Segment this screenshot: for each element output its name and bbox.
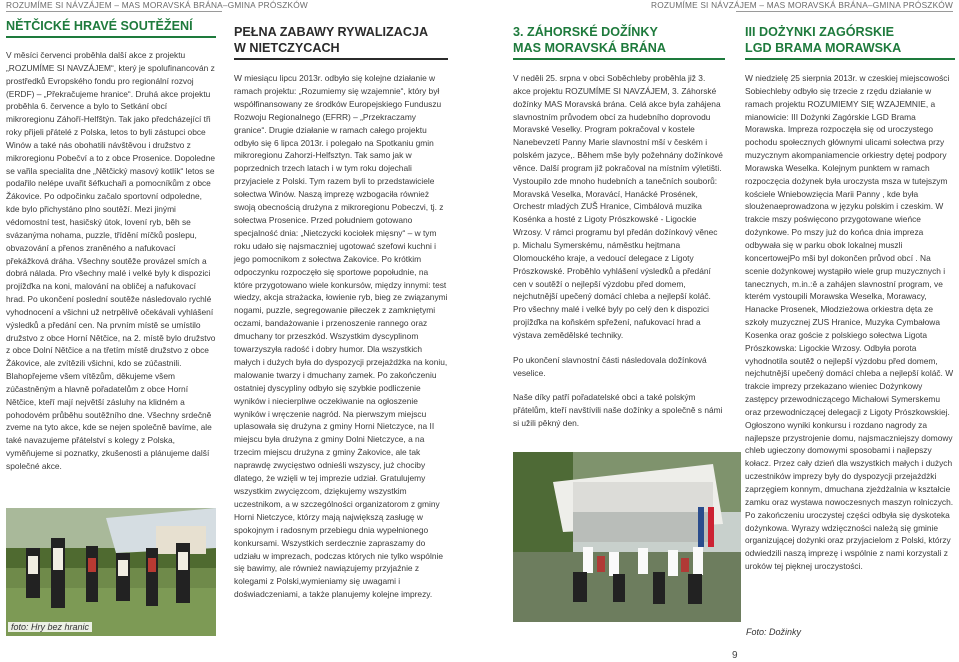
article-title [745, 24, 955, 60]
article-title [513, 24, 725, 60]
article-title-line-2: MAS MORAVSKÁ BRÁNA [513, 41, 666, 55]
article-body [6, 49, 216, 473]
header-rule-left [6, 11, 222, 12]
article-body [745, 72, 955, 573]
article-body [234, 72, 448, 601]
column-czech-nectice [6, 18, 216, 473]
article-title-line-2: LGD BRAMA MORAWSKA [745, 41, 902, 55]
article-title-line-2: W NIETCZYCACH [234, 41, 340, 55]
photo-harvest-festival [513, 452, 741, 622]
column-polish-nietczyce [234, 24, 448, 601]
running-header-left: ROZUMÍME SI NÁVZÁJEM – MAS MORAVSKÁ BRÁNA–GMINA PRÓSZKÓW [6, 0, 308, 10]
photo-games-without-borders [6, 508, 216, 636]
article-title [6, 18, 216, 38]
article-body [513, 72, 725, 430]
photo-caption: Foto: Dožinky [746, 627, 802, 637]
running-header-right: ROZUMÍME SI NÁVZÁJEM – MAS MORAVSKÁ BRÁNA–GMINA PRÓSZKÓW [651, 0, 953, 10]
article-title [234, 24, 448, 60]
article-paragraph: V neděli 25. srpna v obci Soběchleby proběhla již 3. akce projektu ROZUMÍME SI NAVZÁJEM, 3. Záhorské dožínky MAS Moravská brána. Celá akce byla zahájena slavnostním průvodem obcí za hudebního doprovodu Moravské Veselky. Program pokračoval v kostele Nanebevzetí Panny Marie slavnostní mší v českém i polském jazyce,. Během mše byly požehnány dožínkové věnce. Další program již pokračoval na místním výletišti. Vystoupilo zde mnoho hudebních a tanečních souborů: Moravská Veselka, Moravácí, Hanácké Prosének, Orchestr mladých ZUŠ Hranice, Cimbálová muzika Kosénka a hosté z Ligoty Prószkowské - Ligockie Wrzosy. V rámci programu byl předán dožínkový věnec p. Michalu Symerskému, náměstku hejtmana Olomouckého kraje, a vedoucí delegace z Ligoty Prószkowské. Proběhlo vyhlášení výsledků a předání cen v soutěží o nejlepší výzdobu před domem, nejchutnější upečený domácí chleba a nejlepší koláč. Pro všechny malé i velké byly po celý den k dispozici projížďka na koňském spřežení, nafukovací hrad a výstava zemědělské techniky. [513, 73, 723, 340]
article-paragraph: Naše díky patří pořadatelské obci a také polským přátelům, kteří navštívili naše dožínky a společně s námi si užili pěkný den. [513, 392, 723, 429]
header-rule-right [736, 11, 953, 12]
article-paragraph: Po ukončení slavnostní části následovala dožínková veselice. [513, 354, 707, 378]
article-title-line-1: PEŁNA ZABAWY RYWALIZACJA [234, 25, 429, 39]
column-polish-harvest [745, 24, 955, 573]
article-title-text: NĚTČICKÉ HRAVÉ SOUTĚŽENÍ [6, 19, 193, 33]
article-title-line-1: 3. ZÁHORSKÉ DOŽÍNKY [513, 25, 658, 39]
column-czech-harvest [513, 24, 725, 430]
article-paragraph: W miesiącu lipcu 2013r. odbyło się kolejne działanie w ramach projektu: „Rozumiemy się wzajemnie“, który był współfinansowany ze środków Europejskiego Funduszu Rozwoju Regionalnego (EFRR) – „Przekraczamy granice“. Drugie działanie w ramach całego projektu odbyło się 6 lipca 2013r. i polegało na Spotkaniu gmin mikroregionu Zahorzi-Helfsztyn. Tak samo jak w poprzednich trzech latach i w tym roku dojechali przyjaciele z Polski. Tym razem byli to przedstawiciele sołectwa Winów. Naszą imprezę wzbogaciła również swoją obecnością drużyna z mikroregionu Pobeczvi, tj. z sołectwa Prosenice. Przed południem gotowano specjalność dnia: „Nietczycki kociołek mięsny“ – w tym roku udało się najsmaczniej ugotować szefowi kuchni i jego pomocnikom z sołectwa Żakovice. Po krótkim odpoczynku rozpoczęło się sportowe popołudnie, na które przygotowano wiele konkursów, między innymi: test wiedzy, akcja strażacka, łowienie ryb, bieg ze związanymi nogami, puzzle, segregowanie piłeczek z zamkniętymi oczami, bandażowanie i przenoszenie rannego oraz dmuchany tor przeszkód. Wszystkim dyscyplinom towarzyszyła radość i dobry humor. Dla wszystkich małych i dużych była do dyspozycji przejażdżka na koniu, malowanie twarzy i dmuchany zamek. Po zakończeniu ostatniej dyscypliny odbyło się szybkie podliczenie wyników i niecierpliwe oczekiwanie na ogłoszenie wyników i wręczenie nagród. Na pierwszym miejscu uplasowała się drużyna z gminy Horni Nietczyce, na II miejscu była drużyna z gminy Dolni Nietczyce, a na trzecim miejscu drużyna z gminy Żakovice, ale tak naprawdę zwycięstwo odnieśli wszyscy, już chociby dlatego, że wzięli w tej imprezie udział. Gratulujemy wszystkim zwycięzcom, dziękujemy wszystkim uczestnikom, a w szczególności organizatorom z gminy Horni Nietczyce, którzy mają największą zasługę w spokojnym i radosnym przebiegu dnia wypełnionego konkursami. Wszystkich serdecznie zapraszamy do udziału w imprezach, podczas których nie tylko wspólnie się bawimy, ale również nawiązujemy przyjaźnie z kolegami z Polski,wymieniamy się uwagami i doświadczeniami, a także planujemy kolejne imprezy. [234, 73, 448, 600]
page-number: 9 [732, 650, 738, 661]
article-paragraph: W niedzielę 25 sierpnia 2013r. w czeskiej miejscowości Sobiechleby odbyło się trzecie z rzędu działanie w ramach projektu ROZUMIEMY SIĘ WZAJEMNIE, a mianowicie: III Dożynki Zagórskie LGD Brama Morawska. Impreza rozpoczęła się od uroczystego pochodu społecznych głównymi ulicami sołectwa przy muzycznym akompaniamencie orkiestry dętej podpory Morawska Weselka. Kolejnym punktem w ramach rozpoczęcia dożynek była uroczysta msza w tutejszym kościele Wniebowzięcia Marii Panny , kde była sloużenaeprowadzona w języku polskim i czeskim. W trakcie mszy poświęcono przygotowane wieńce dożynkowe. Po mszy już do końca dnia impreza odbywała się w parku obok lokalnej muszli koncertowejPo mši byl dokončen průvod obcí . Na scenie dożynkowej wystąpiło wiele grup muzycznych i tanecznych, m.in.:ě a zahájen slavnostní program, ve kterém vystoupili Morawska Weselka, Morawacy, Hanacke Prosenek, Młodzieżowa orkiestra dęta ze szkoły muzycznej ZUS Hranice, Muzyka Cymbałowa Kosenka oraz goście z polskiego sołectwa Ligota Prószkowska: Ligockie Wrzosy. Odbyła porota vyhodnotila soutěž o nejlepší výzdobu před domem, nejchutnější upečený domácí chleba a nejlepší koláč. W trakcie imprezy przekazano wieniec Dożynkowy zastępcy przewodniczącego Michałowi Symerskemu oraz przewodniczącej delegacji z Ligoty Prószkowskiej. Ogłoszono wyniki konkursu i rozdano nagrody za najlepsze przystrojenie domu, najsmaczniejszy domowy chleb ugieczony domowymi sposobami i najlepszy kołacz. Przez cały dzień dla wszystkich małych i dużych uczestników imprezy były do dyspozycji przejażdżki zaprzęgiem konnym, dmuchana zjeżdżalnia w kształcie zamku oraz wystawa nowoczesnych maszyn rolniczych. Po zakończeniu uroczystej części odbyła się dyskoteka dożynkowa. Wyrazy wdzięczności należą się gminie organizującej dożynki oraz przyjacielom z Polski, którzy odwiedzili naszą imprezę i wspólnie z nami korzystali z uroków tej pięknej uroczystości. [745, 73, 954, 572]
photo-image [513, 452, 741, 622]
photo-image [6, 508, 216, 636]
article-title-line-1: III DOŻYNKI ZAGÓRSKIE [745, 25, 895, 39]
article-paragraph: V měsíci červenci proběhla další akce z projektu „ROZUMÍME SI NAVZÁJEM“, který je spolufinancován z prostředků Evropského fondu pro regionální rozvoj (ERDF) – „Překračujeme hranice“. Druhá akce projektu proběhla 6. července a bylo to Setkání obcí mikroregionu Záhoří-Helfštýn. Tak jako předcházející tři roky přijeli přátelé z Polska, letos to byli zástupci obce Winów a také nás obohatili návštěvou i družstvo z mikroregionu Pobečví a to z obce Prosenice. Dopoledne se vařila specialita dne „Nětčický masový kotlík“ letos se podařilo nelépe uvařit šéfkuchaři a pomocníkům z obce Žákovice. Po odpočinku začalo sportovní odpoledne, kde bylo přichystáno plno soutěží. Mezi jinými védomostní test, hasičský útok, lovení ryb, běh se svázanýma nohama, puzzle, třídění míčků poslepu, obvazování a přenos zraněného a nafukovací překážková dráha. Všechny soutěže provázel smích a dobrá nálada. Pro všechny malé i velké byly k dispozici projížďka na koni, malování na obličej a nafukovací hrad. Po ukončení poslední soutěže následovalo rychlé vyhodnocení a všichni už netrpělivě očekávali vyhlášení výsledků a předání cen. Na prvním místě se umístilo družstvo z obce Horní Nětčice, na 2. místě bylo družstvo z obce Dolní Nětčice a na třetím místě družstvo z obce Žákovice, ale zvítězili všichni, kdo se zúčastnili. Blahopřejeme všem vítězům, děkujeme všem zúčastněným a hlavně pořadatelům z obce Horní Nětčice, kteří mají největší zásluhy na klidném a pohodovém průběhu soutěžního dne. Všechny srdečně zveme na tyto akce, kde se nejen společně bavíme, ale také navazujeme přátelství s kolegy z Polska, vyměňujeme si poznatky, zkušenosti a plánujeme další společné akce. [6, 50, 216, 471]
photo-caption: foto: Hry bez hranic [8, 622, 92, 632]
